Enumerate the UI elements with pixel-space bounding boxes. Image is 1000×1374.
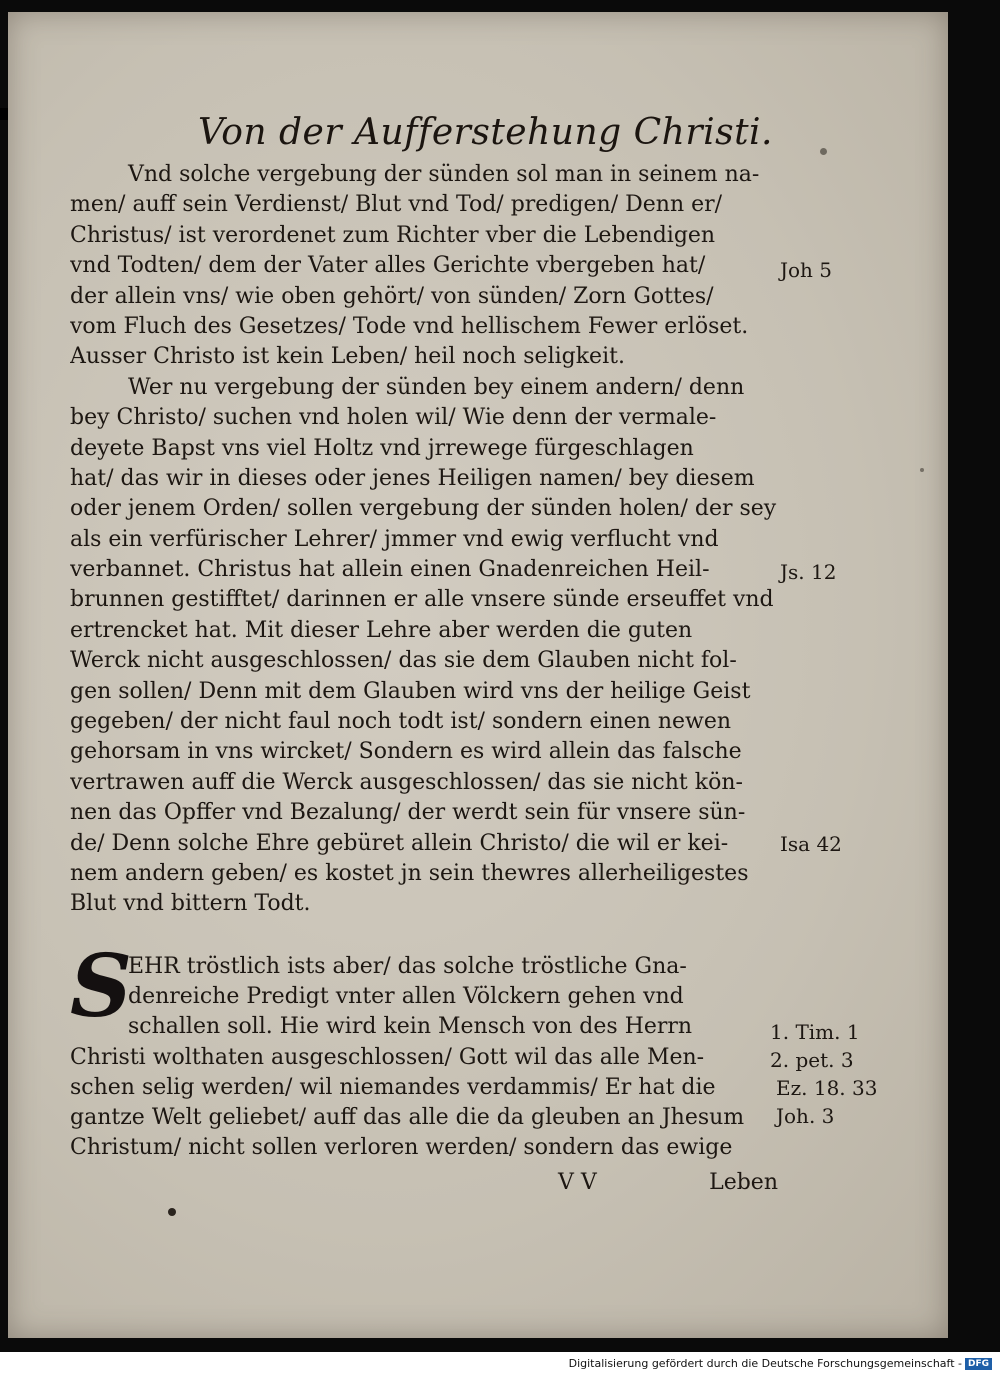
text-line: EHR tröstlich ists aber/ das solche tröstliche Gna- xyxy=(128,954,687,979)
text-line: Ausser Christo ist kein Leben/ heil noch seligkeit. xyxy=(70,344,625,370)
ink-spot xyxy=(168,1208,176,1216)
margin-note-isa42: Isa 42 xyxy=(780,832,842,856)
margin-note-tim1: 1. Tim. 1 xyxy=(770,1020,860,1044)
edge-mark xyxy=(0,108,8,120)
text-line: vnd Todten/ dem der Vater alles Gerichte vbergeben hat/ xyxy=(70,253,706,279)
margin-note-joh5: Joh 5 xyxy=(780,258,833,282)
text-line: Christi wolthaten ausgeschlossen/ Gott wil das alle Men- xyxy=(70,1044,705,1070)
text-line: der allein vns/ wie oben gehört/ von sünden/ Zorn Gottes/ xyxy=(70,283,714,309)
text-line: Blut vnd bittern Todt. xyxy=(70,891,311,917)
margin-note-ez: Ez. 18. 33 xyxy=(776,1076,878,1100)
text-line: als ein verfürischer Lehrer/ jmmer vnd ewig verflucht vnd xyxy=(70,526,719,552)
text-line: Christum/ nicht sollen verloren werden/ sondern das ewige xyxy=(70,1135,733,1161)
text-line: ertrencket hat. Mit dieser Lehre aber werden die guten xyxy=(70,617,693,643)
margin-note-pet3: 2. pet. 3 xyxy=(770,1048,854,1072)
text-line: gantze Welt geliebet/ auff das alle die da gleuben an Jhesum xyxy=(70,1104,745,1130)
document-page xyxy=(8,12,948,1338)
text-line: schen selig werden/ wil niemandes verdammis/ Er hat die xyxy=(70,1074,716,1100)
margin-note-is12: Js. 12 xyxy=(780,560,837,584)
text-line: Christus/ ist verordenet zum Richter vber die Lebendigen xyxy=(70,222,716,248)
text-line: oder jenem Orden/ sollen vergebung der sünden holen/ der sey xyxy=(70,496,777,522)
text-line: hat/ das wir in dieses oder jenes Heiligen namen/ bey diesem xyxy=(70,465,755,491)
text-line: brunnen gestifftet/ darinnen er alle vnsere sünde erseuffet vnd xyxy=(70,587,774,613)
text-line: Wer nu vergebung der sünden bey einem andern/ denn xyxy=(128,374,745,400)
funding-footer xyxy=(569,1357,992,1370)
body-text xyxy=(70,160,782,920)
margin-note-joh3: Joh. 3 xyxy=(776,1104,835,1128)
footer-text: Digitalisierung gefördert durch die Deutsche Forschungsgemeinschaft - xyxy=(568,1357,962,1370)
text-line: men/ auff sein Verdienst/ Blut vnd Tod/ predigen/ Denn er/ xyxy=(70,192,723,218)
ink-spot xyxy=(820,148,827,155)
text-line: schallen soll. Hie wird kein Mensch von des Herrn xyxy=(128,1014,693,1040)
drop-initial: S xyxy=(70,936,133,1037)
text-line: deyete Bapst vns viel Holtz vnd jrrewege fürgeschlagen xyxy=(70,435,694,461)
text-line: Werck nicht ausgeschlossen/ das sie dem Glauben nicht fol- xyxy=(70,648,737,674)
text-line: nen das Opffer vnd Bezalung/ der werdt sein für vnsere sün- xyxy=(70,800,746,826)
catchword: Leben xyxy=(709,1170,778,1195)
closing-paragraph xyxy=(70,952,782,1163)
text-line: vertrawen auff die Werck ausgeschlossen/ das sie nicht kön- xyxy=(70,769,743,795)
text-line: gen sollen/ Denn mit dem Glauben wird vns der heilige Geist xyxy=(70,678,751,704)
text-line: bey Christo/ suchen vnd holen wil/ Wie denn der vermale- xyxy=(70,405,717,431)
text-line: verbannet. Christus hat allein einen Gnadenreichen Heil- xyxy=(70,557,710,583)
text-line: nem andern geben/ es kostet jn sein thewres allerheiligestes xyxy=(70,860,749,886)
text-line: Vnd solche vergebung der sünden sol man in seinem na- xyxy=(128,162,760,187)
page-heading: Von der Aufferstehung Christi. xyxy=(198,112,773,153)
text-line: gegeben/ der nicht faul noch todt ist/ sondern einen newen xyxy=(70,709,732,735)
text-line: denreiche Predigt vnter allen Völckern gehen vnd xyxy=(128,984,684,1010)
text-line: de/ Denn solche Ehre gebüret allein Christo/ die wil er kei- xyxy=(70,830,729,856)
dfg-logo-icon: DFG xyxy=(965,1358,992,1370)
text-line: gehorsam in vns wircket/ Sondern es wird allein das falsche xyxy=(70,739,742,765)
signature-mark: V V xyxy=(558,1170,597,1195)
ink-spot xyxy=(920,468,924,472)
text-line: vom Fluch des Gesetzes/ Tode vnd hellischem Fewer erlöset. xyxy=(70,313,749,339)
